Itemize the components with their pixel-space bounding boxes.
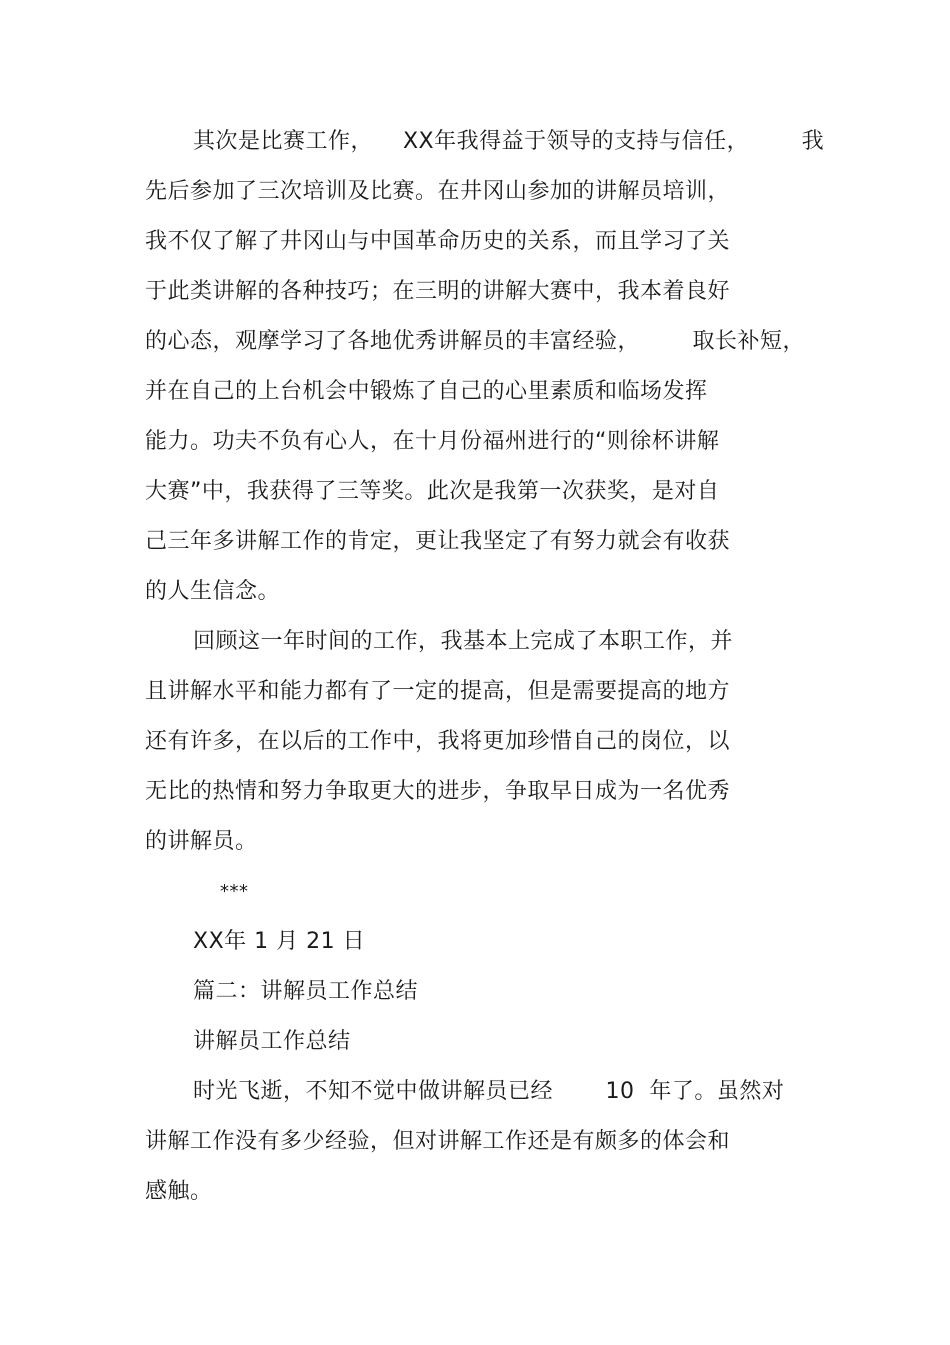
text-line: 感触。 <box>145 1179 213 1204</box>
text-line: 己三年多讲解工作的肯定，更让我坚定了有努力就会有收获 <box>145 529 731 554</box>
text-line: 先后参加了三次培训及比赛。在井冈山参加的讲解员培训， <box>145 179 731 204</box>
text-line: 大赛”中，我获得了三等奖。此次是我第一次获奖，是对自 <box>145 479 720 504</box>
section-heading: 篇二：讲解员工作总结 <box>193 979 419 1004</box>
text-line: 其次是比赛工作， XX年我得益于领导的支持与信任， 我 <box>193 129 825 154</box>
text-line: 的讲解员。 <box>145 829 258 854</box>
date-line: XX年 1 月 21 日 <box>193 929 366 954</box>
text-line: 我不仅了解了井冈山与中国革命历史的关系，而且学习了关 <box>145 229 731 254</box>
text-line: 于此类讲解的各种技巧；在三明的讲解大赛中，我本着良好 <box>145 279 731 304</box>
text-line: 还有许多，在以后的工作中，我将更加珍惜自己的岗位，以 <box>145 729 731 754</box>
text-line: 能力。功夫不负有心人，在十月份福州进行的“则徐杯讲解 <box>145 429 720 454</box>
section-title: 讲解员工作总结 <box>193 1029 351 1054</box>
text-line: 讲解工作没有多少经验，但对讲解工作还是有颇多的体会和 <box>145 1129 731 1154</box>
text-line: 回顾这一年时间的工作，我基本上完成了本职工作，并 <box>193 629 734 654</box>
signature-mark: *** <box>220 881 249 902</box>
text-line: 时光飞逝，不知不觉中做讲解员已经 10 年了。虽然对 <box>193 1079 785 1104</box>
text-line: 的人生信念。 <box>145 579 281 604</box>
text-line: 且讲解水平和能力都有了一定的提高，但是需要提高的地方 <box>145 679 731 704</box>
text-line: 的心态，观摩学习了各地优秀讲解员的丰富经验， 取长补短， <box>145 329 805 354</box>
text-line: 并在自己的上台机会中锻炼了自己的心里素质和临场发挥 <box>145 379 708 404</box>
text-line: 无比的热情和努力争取更大的进步，争取早日成为一名优秀 <box>145 779 731 804</box>
